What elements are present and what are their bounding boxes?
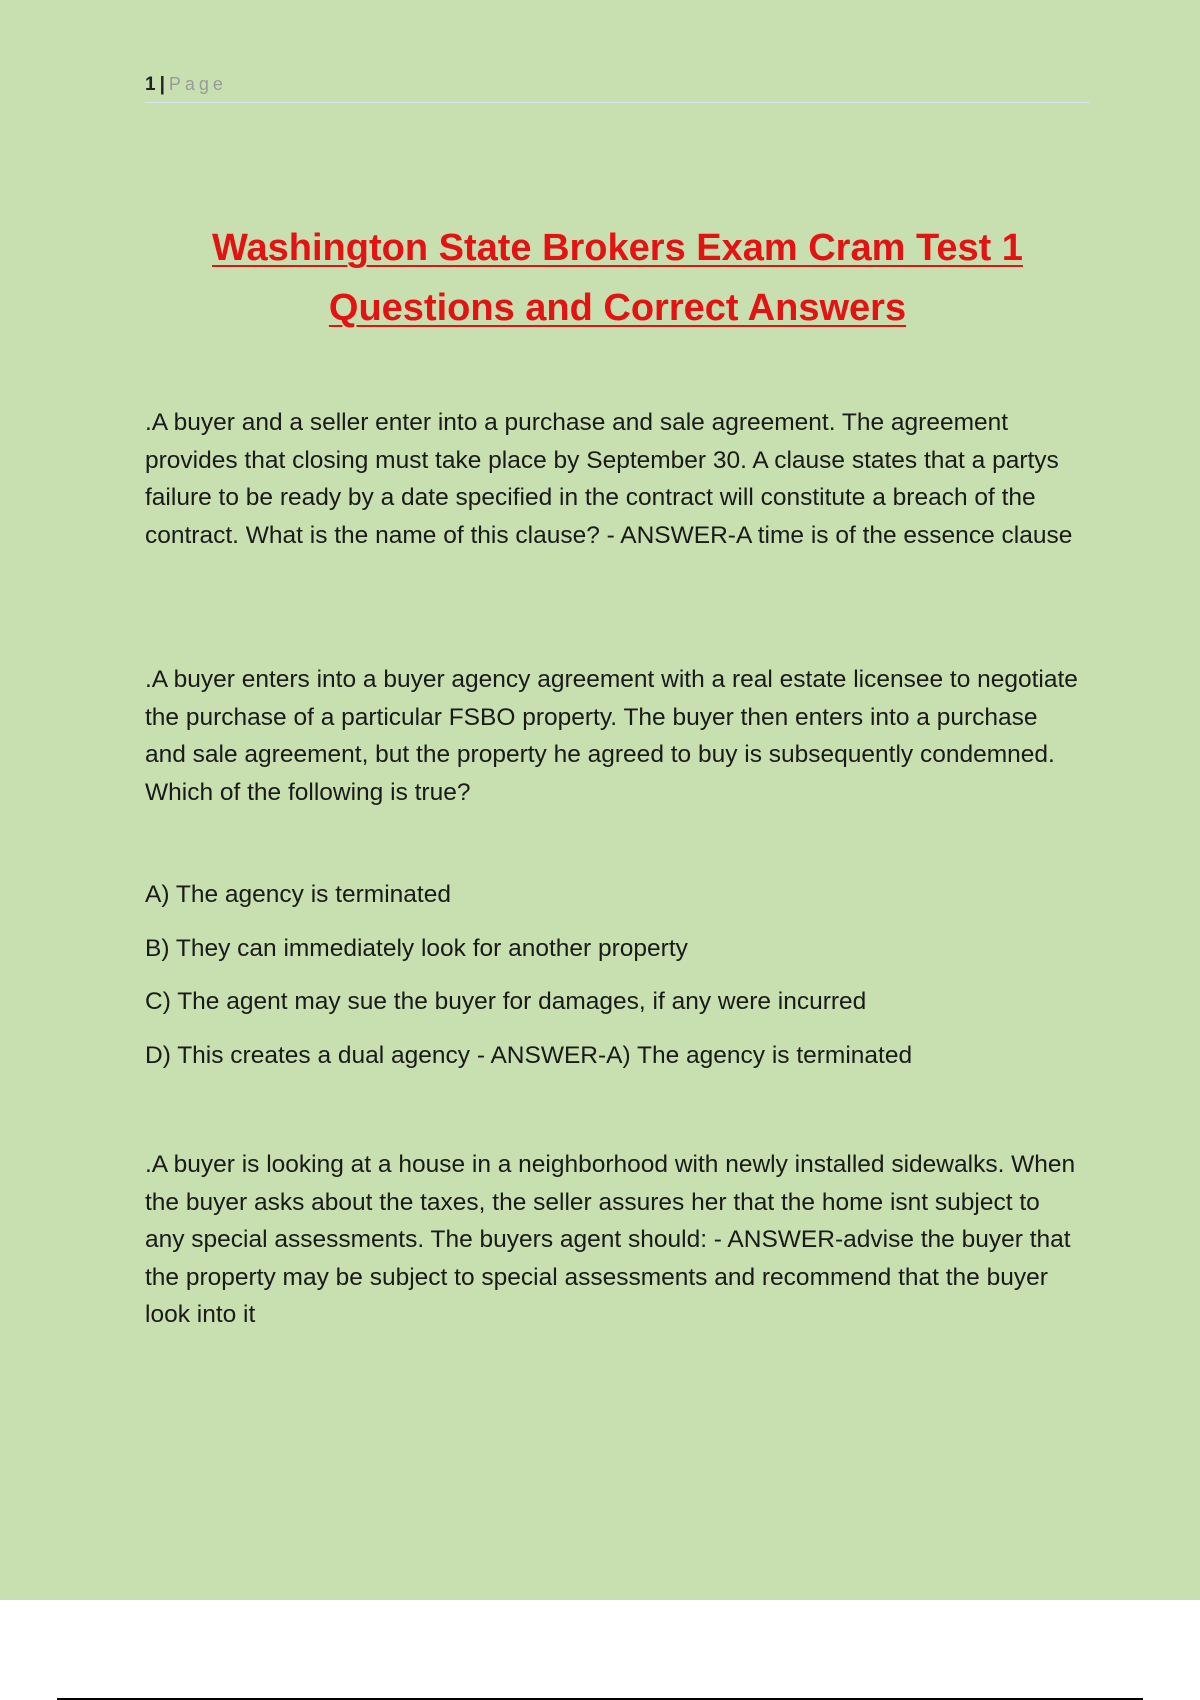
header-separator: | xyxy=(159,74,165,95)
page-number: 1 xyxy=(145,74,156,95)
page-label: Page xyxy=(168,74,227,94)
page-header xyxy=(145,74,1090,103)
question-3: .A buyer is looking at a house in a neighborhood with newly installed sidewalks. When the buyer asks about the taxes, the seller assures her that the home isnt subject to any special assessments. The buyers agent should: - ANSWER-advise the buyer that the property may be subject to special assessments and recommend that the buyer look into it xyxy=(145,1151,1076,1328)
option-c: C) The agent may sue the buyer for damages, if any were incurred xyxy=(145,988,867,1015)
document-title xyxy=(0,218,1200,338)
title-line-1: Washington State Brokers Exam Cram Test 1 xyxy=(212,227,1023,269)
option-b: B) They can immediately look for another property xyxy=(145,935,688,962)
option-a: A) The agency is terminated xyxy=(145,881,451,908)
question-2: .A buyer enters into a buyer agency agreement with a real estate licensee to negotiate the purchase of a particular FSBO property. The buyer then enters into a purchase and sale agreement, but the property he agreed to buy is subsequently condemned. Which of the following is true? xyxy=(145,666,1078,806)
question-1: .A buyer and a seller enter into a purchase and sale agreement. The agreement provides that closing must take place by September 30. A clause states that a partys failure to be ready by a date specified in the contract will constitute a breach of the contract. What is the name of this clause? - ANSWER-A time is of the essence clause xyxy=(145,409,1073,549)
title-line-2: Questions and Correct Answers xyxy=(328,287,907,329)
option-d: D) This creates a dual agency - ANSWER-A) The agency is terminated xyxy=(145,1042,913,1069)
